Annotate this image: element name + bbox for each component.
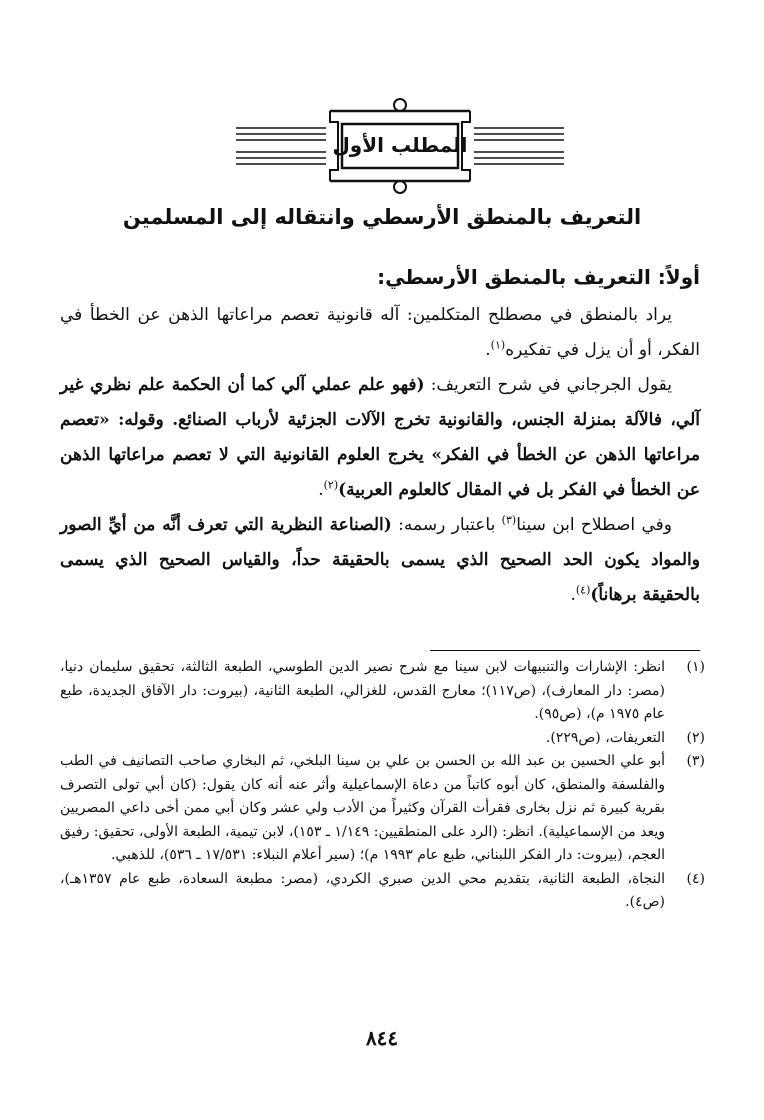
footnote-number: (٣) — [686, 753, 705, 769]
paragraph-2-end: . — [318, 480, 324, 500]
paragraph-2 — [60, 368, 700, 508]
footnote-text: انظر: الإشارات والتنبيهات لابن سينا مع شرح نصير الدين الطوسي، الطبعة الثالثة، تحقيق سليمان دنيا، (مصر: دار المعارف)، (ص١١٧)؛ معارج القدس، للغزالي، الطبعة الثانية، (بيروت: دار الآفاق الجديدة، طبع عام ١٩٧٥ م)، (ص٩٥). — [60, 659, 665, 722]
subheading: أولاً: التعريف بالمنطق الأرسطي: — [377, 265, 700, 289]
paragraph-3 — [60, 508, 700, 613]
main-text — [60, 258, 700, 613]
page-number: ٨٤٤ — [365, 1026, 399, 1050]
paragraph-2-intro: يقول الجرجاني في شرح التعريف: — [424, 375, 672, 395]
paragraph-3-mid: باعتبار رسمه: — [391, 515, 502, 535]
footnote — [60, 750, 705, 868]
footnotes — [60, 656, 705, 915]
paragraph-2-quote: (فهو علم عملي آلي كما أن الحكمة علم نظري غير آلي، فالآلة بمنزلة الجنس، والقانونية تخرج الآلات الجزئية لأرباب الصنائع. وقوله: «تعصم مراعاتها الذهن عن الخطأ في الفكر» يخرج العلوم القانونية التي لا تعصم مراعاتها الذهن عن الخطأ في الفكر بل في المقال كالعلوم العربية) — [60, 375, 700, 500]
paragraph-3-quote: (الصناعة النظرية التي تعرف أنَّه من أيِّ الصور والمواد يكون الحد الصحيح الذي يسمى بالحقيقة حداً، والقياس الصحيح الذي يسمى بالحقيقة برهاناً) — [60, 515, 700, 605]
footnote — [60, 656, 705, 727]
footnote-text: أبو علي الحسين بن عبد الله بن الحسن بن علي بن سينا البلخي، ثم البخاري صاحب التصانيف في الطب والفلسفة والمنطق، كان أبوه كاتباً من دعاة الإسماعيلية وأثر عنه أنه كان يقول: (كان أبي تولى التصرف بقرية كبيرة ثم نزل بخارى فقرأت القرآن وكثيراً من الأدب ولي عشر وكان أبي ممن أخى داعي المصريين ويعد من الإسماعيلية). انظر: (الرد على المنطقيين: ١/١٤٩ ـ ١٥٣)، لابن تيمية، الطبعة الأولى، تحقيق: رفيق العجم، (بيروت: دار الفكر اللبناني، طبع عام ١٩٩٣ م)؛ (سير أعلام النبلاء: ١٧/٥٣١ ـ ٥٣٦)، للذهبي. — [60, 753, 665, 863]
chapter-title: التعريف بالمنطق الأرسطي وانتقاله إلى المسلمين — [122, 205, 642, 229]
footnote-number: (٢) — [686, 729, 705, 746]
footnote-divider — [430, 650, 700, 651]
section-heading-frame — [230, 96, 570, 196]
paragraph-1-text: يراد بالمنطق في مصطلح المتكلمين: آله قانونية تعصم مراعاتها الذهن عن الخطأ في الفكر، أو أن يزل في تفكيره — [60, 305, 700, 360]
footnote-ref-2: (٢) — [323, 478, 339, 492]
footnote-ref-1: (١) — [490, 338, 506, 352]
footnote — [60, 727, 705, 751]
paragraph-1-end: . — [485, 340, 491, 360]
footnote-number: (١) — [686, 659, 705, 675]
footnote-number: (٤) — [686, 870, 705, 887]
footnote-ref-3: (٣) — [501, 513, 517, 527]
paragraph-3-end: . — [570, 585, 576, 605]
footnote-text: النجاة، الطبعة الثانية، بتقديم محي الدين صبري الكردي، (مصر: مطبعة السعادة، طبع عام ١٣٥٧هـ)، (ص٤). — [60, 870, 665, 910]
section-label: المطلب الأول — [332, 133, 468, 157]
paragraph-1 — [60, 298, 700, 368]
footnote — [60, 868, 705, 915]
footnote-text: التعريفات، (ص٢٢٩). — [545, 729, 665, 746]
paragraph-3-intro: وفي اصطلاح ابن سينا — [516, 515, 672, 535]
footnote-ref-4: (٤) — [575, 583, 591, 597]
